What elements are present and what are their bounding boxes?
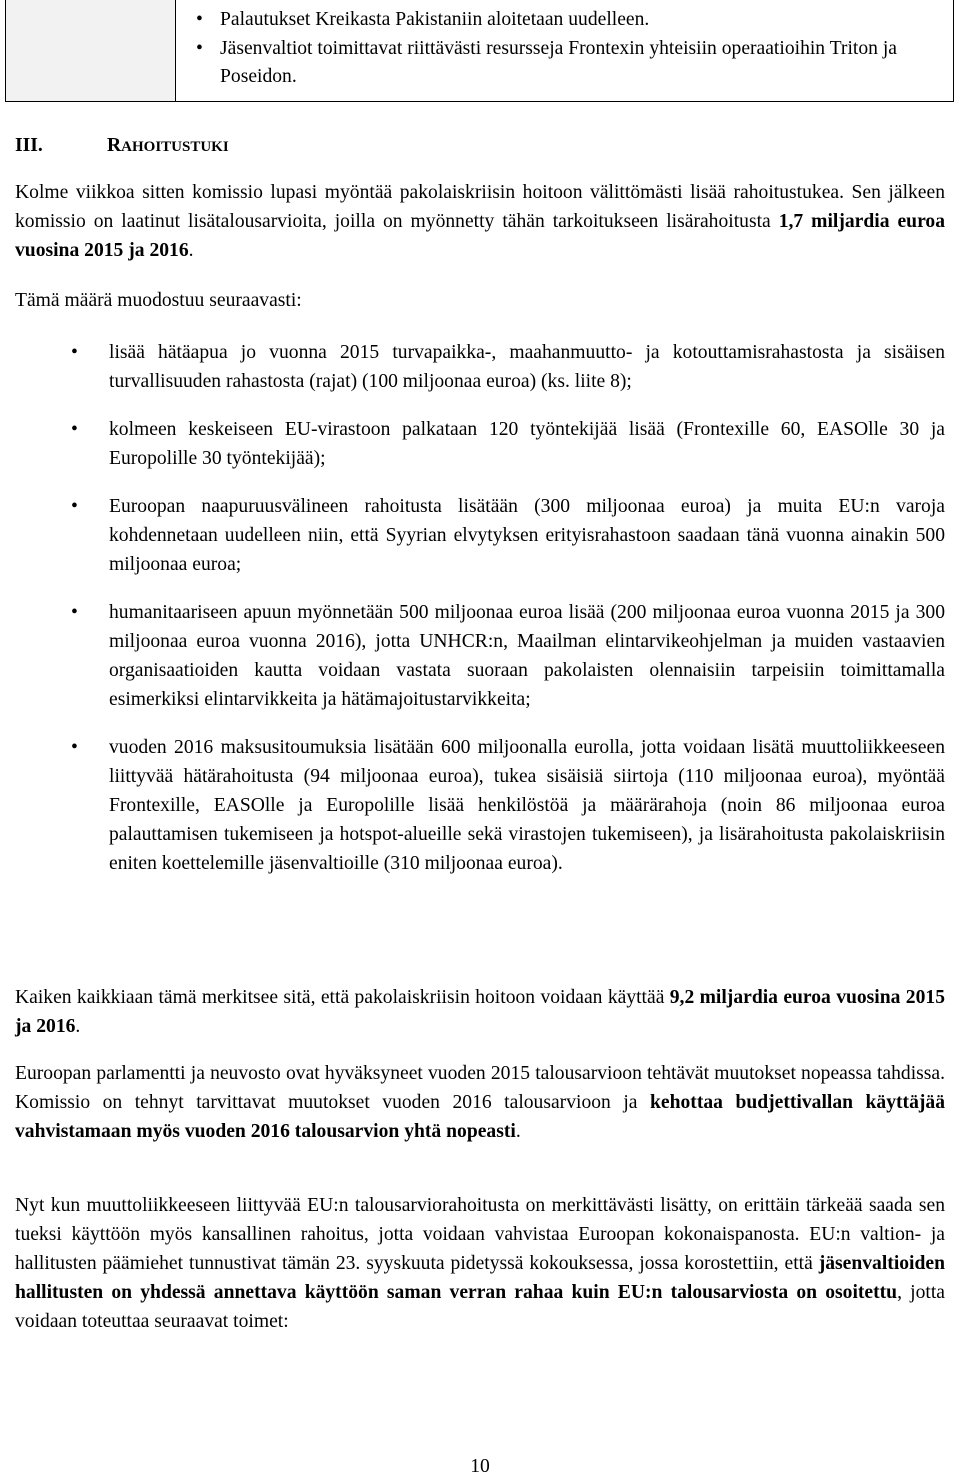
list-item: • vuoden 2016 maksusitoumuksia lisätään 600 miljoonalla eurolla, jotta voidaan lisätä muuttoliikkeeseen liittyvää hätärahoitusta (94 miljoonaa euroa), tukea sisäisiä siirtoja (110 miljoonaa euroa), myöntää Frontexille, EASOlle ja Europolille lisää henkilöstöä ja määrärahoja (noin 86 miljoonaa euroa palauttamisen tukemiseen ja hotspot-alueille sekä virastojen tukemiseen), ja lisärahoitusta pakolaiskriisin eniten koettelemille jäsenvaltioille (310 miljoonaa euroa). xyxy=(15,733,945,878)
summary-box-item: • Jäsenvaltiot toimittavat riittävästi resursseja Frontexin yhteisiin operaatioihin Triton ja Poseidon. xyxy=(196,35,936,92)
page-number: 10 xyxy=(470,1456,490,1477)
paragraph-total: Kaiken kaikkiaan tämä merkitsee sitä, että pakolaiskriisin hoitoon voidaan käyttää 9,2 miljardia euroa vuosina 2015 ja 2016. xyxy=(15,987,945,1037)
paragraph-breakdown-lead: Tämä määrä muodostuu seuraavasti: xyxy=(15,290,302,311)
paragraph-national-funding: Nyt kun muuttoliikkeeseen liittyvää EU:n talousarviorahoitusta on merkittävästi lisätty, on erittäin tärkeää saada sen tueksi käyttöön myös kansallinen rahoitus, jotta voidaan vahvistaa Euroopan kokonaispanosta. EU:n valtion- ja hallitusten päämiehet tunnustivat tämän 23. syyskuuta pidetyssä kokouksessa, jossa korostettiin, että jäsenvaltioiden hallitusten on yhdessä annettava käyttöön saman verran rahaa kuin EU:n talousarviosta on osoitettu, jotta voidaan toteuttaa seuraavat toimet: xyxy=(15,1195,945,1332)
list-item: • lisää hätäapua jo vuonna 2015 turvapaikka-, maahanmuutto- ja kotouttamisrahastosta ja sisäisen turvallisuuden rahastosta (rajat) (100 miljoonaa euroa) (ks. liite 8); xyxy=(15,338,945,396)
bullet-icon: • xyxy=(71,419,78,440)
summary-box xyxy=(5,0,954,102)
funding-list xyxy=(15,338,945,878)
bullet-icon: • xyxy=(71,496,78,517)
bullet-icon: • xyxy=(196,9,203,30)
bullet-icon: • xyxy=(71,602,78,623)
section-heading xyxy=(15,132,229,160)
paragraph-budget: Euroopan parlamentti ja neuvosto ovat hyväksyneet vuoden 2015 talousarvioon tehtävät muutokset nopeassa tahdissa. Komissio on tehnyt tarvittavat muutokset vuoden 2016 talousarvioon ja kehottaa budjettivallan käyttäjää vahvistamaan myös vuoden 2016 talousarvion yhtä nopeasti. xyxy=(15,1063,945,1142)
summary-box-shade xyxy=(6,0,176,101)
section-title: RAHOITUSTUKI xyxy=(107,135,229,156)
list-item: • kolmeen keskeiseen EU-virastoon palkataan 120 työntekijää lisää (Frontexille 60, EASOlle 30 ja Europolille 30 työntekijää); xyxy=(15,415,945,473)
bullet-icon: • xyxy=(196,37,203,59)
list-item: • humanitaariseen apuun myönnetään 500 miljoonaa euroa lisää (200 miljoonaa euroa vuonna 2015 ja 300 miljoonaa euroa vuonna 2016), jotta UNHCR:n, Maailman elintarvikeohjelman ja muiden vastaavien organisaatioiden kautta voidaan vastata suoraan pakolaisten olennaisiin tarpeisiin toimittamalla esimerkiksi elintarvikkeita ja hätämajoitustarvikkeita; xyxy=(15,598,945,714)
list-item: • Euroopan naapuruusvälineen rahoitusta lisätään (300 miljoonaa euroa) ja muita EU:n varoja kohdennetaan uudelleen niin, että Syyrian elvytyksen erityisrahastoon saadaan tänä vuonna ainakin 500 miljoonaa euroa; xyxy=(15,492,945,579)
summary-box-list xyxy=(196,6,936,92)
bullet-icon: • xyxy=(71,737,78,758)
bullet-icon: • xyxy=(71,342,78,363)
section-number: III. xyxy=(15,135,43,156)
summary-box-item: • Palautukset Kreikasta Pakistaniin aloitetaan uudelleen. xyxy=(196,6,936,35)
paragraph-intro: Kolme viikkoa sitten komissio lupasi myöntää pakolaiskriisin hoitoon välittömästi lisää rahoitustukea. Sen jälkeen komissio on laatinut lisätalousarvioita, joilla on myönnetty tähän tarkoitukseen lisärahoitusta 1,7 miljardia euroa vuosina 2015 ja 2016. xyxy=(15,182,946,261)
